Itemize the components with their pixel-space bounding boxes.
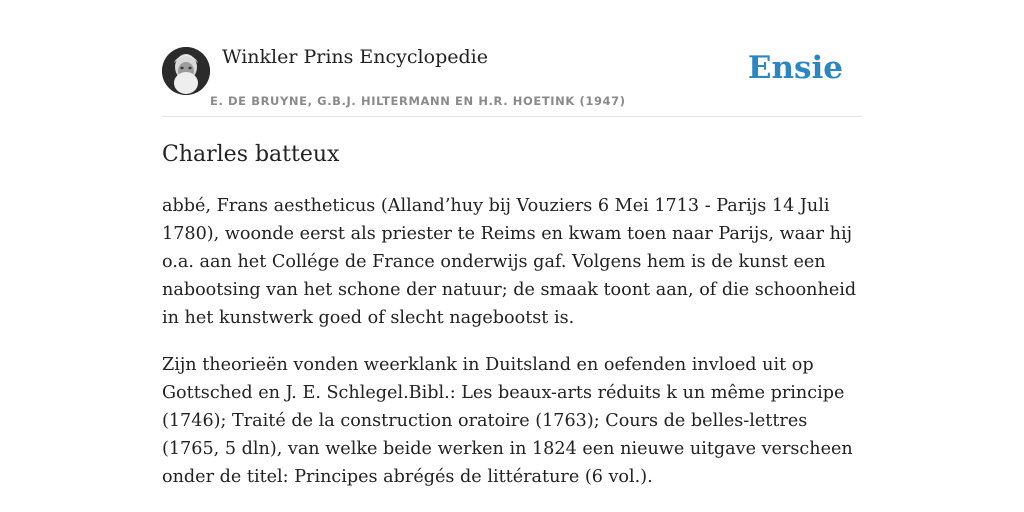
source-header: [162, 40, 862, 117]
source-authors: E. DE BRUYNE, G.B.J. HILTERMANN EN H.R. HOETINK (1947): [210, 94, 626, 108]
article-title: Charles batteux: [162, 142, 340, 167]
author-avatar[interactable]: [162, 47, 210, 95]
article-paragraph: Zijn theorieën vonden weerklank in Duitsland en oefenden invloed uit op Gottsched en J. E. Schlegel.Bibl.: Les beaux-arts réduits k un même principe (1746); Traité de la construction oratoire (1763); Cours de belles-lettres (1765, 5 dln), van welke beide werken in 1824 een nieuwe uitgave verscheen onder de titel: Principes abrégés de littérature (6 vol.).: [162, 355, 853, 487]
source-title[interactable]: Winkler Prins Encyclopedie: [222, 46, 488, 68]
article-paragraph: abbé, Frans aestheticus (Alland’huy bij Vouziers 6 Mei 1713 - Parijs 14 Juli 1780), woonde eerst als priester te Reims en kwam toen naar Parijs, waar hij o.a. aan het Collége de France onderwijs gaf. Volgens hem is de kunst een nabootsing van het schone der natuur; de smaak toont aan, of die schoonheid in het kunstwerk goed of slecht nagebootst is.: [162, 196, 857, 328]
brand-logo[interactable]: Ensie: [747, 50, 843, 86]
author-portrait-icon: [162, 47, 210, 95]
article: [162, 138, 862, 510]
